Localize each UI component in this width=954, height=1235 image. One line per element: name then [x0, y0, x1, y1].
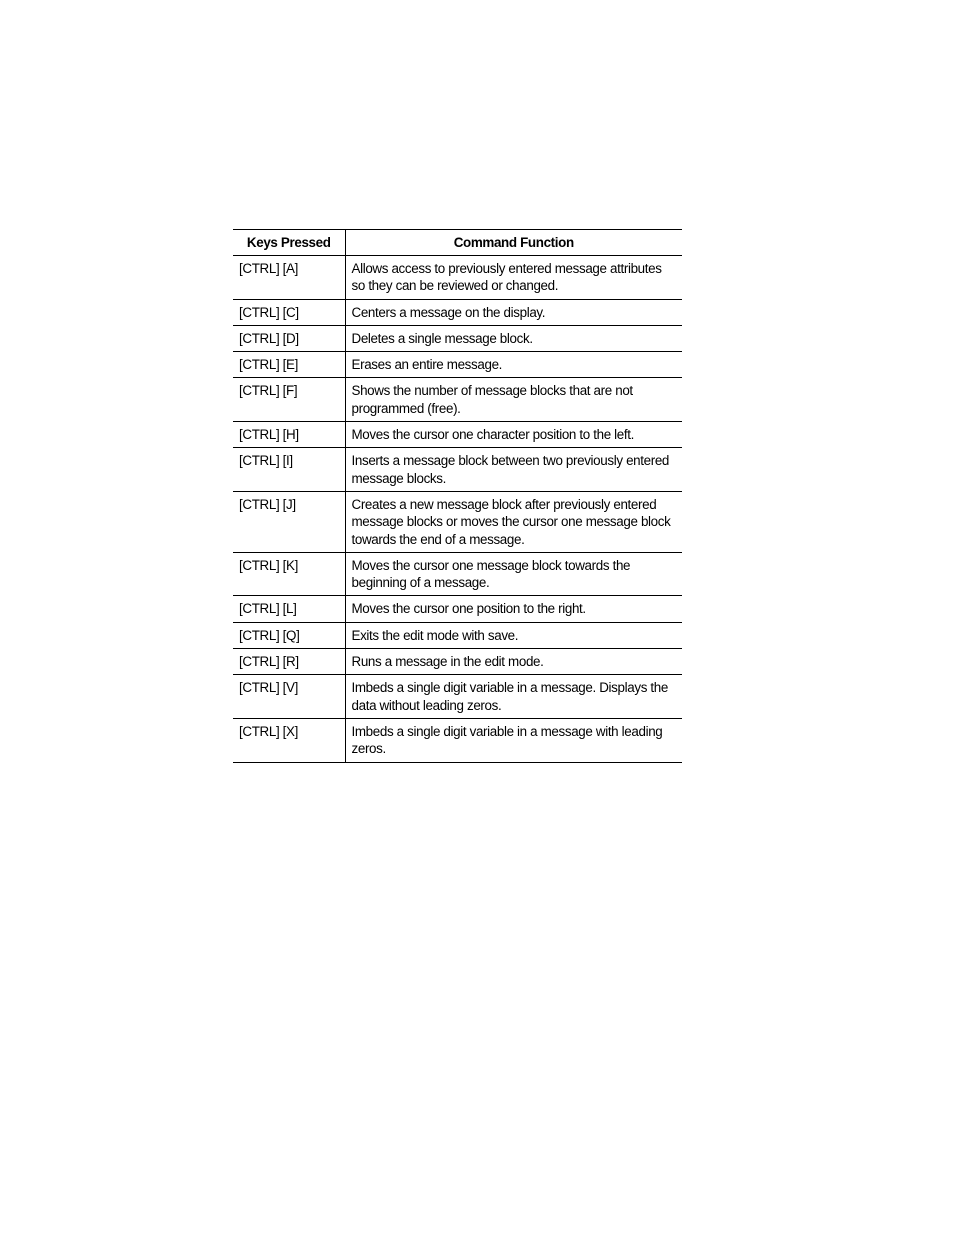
keys-cell: [CTRL] [V] [233, 675, 345, 719]
keys-pressed-header: Keys Pressed [233, 230, 345, 256]
keys-cell: [CTRL] [E] [233, 352, 345, 378]
table-row [233, 325, 682, 351]
command-function-header: Command Function [345, 230, 682, 256]
table-row [233, 256, 682, 300]
keys-cell: [CTRL] [K] [233, 552, 345, 596]
table-row [233, 299, 682, 325]
keys-cell: [CTRL] [F] [233, 378, 345, 422]
keys-cell: [CTRL] [L] [233, 596, 345, 622]
table-row [233, 649, 682, 675]
keys-cell: [CTRL] [X] [233, 718, 345, 762]
table-row [233, 622, 682, 648]
table-row [233, 596, 682, 622]
table-row [233, 422, 682, 448]
table-row [233, 491, 682, 552]
keys-cell: [CTRL] [A] [233, 256, 345, 300]
keys-cell: [CTRL] [Q] [233, 622, 345, 648]
keys-cell: [CTRL] [J] [233, 491, 345, 552]
keys-cell: [CTRL] [I] [233, 448, 345, 492]
table-row [233, 448, 682, 492]
command-table [233, 229, 682, 763]
function-cell: Imbeds a single digit variable in a message with leading zeros. [345, 718, 682, 762]
function-cell: Shows the number of message blocks that are not programmed (free). [345, 378, 682, 422]
table-row [233, 675, 682, 719]
table-row [233, 352, 682, 378]
table-row [233, 718, 682, 762]
keys-cell: [CTRL] [H] [233, 422, 345, 448]
function-cell: Moves the cursor one position to the right. [345, 596, 682, 622]
function-cell: Deletes a single message block. [345, 325, 682, 351]
keys-cell: [CTRL] [C] [233, 299, 345, 325]
function-cell: Centers a message on the display. [345, 299, 682, 325]
table-row [233, 378, 682, 422]
keys-cell: [CTRL] [R] [233, 649, 345, 675]
keys-cell: [CTRL] [D] [233, 325, 345, 351]
function-cell: Creates a new message block after previously entered message blocks or moves the cursor one message block towards the end of a message. [345, 491, 682, 552]
table-row [233, 552, 682, 596]
function-cell: Moves the cursor one character position to the left. [345, 422, 682, 448]
function-cell: Exits the edit mode with save. [345, 622, 682, 648]
function-cell: Runs a message in the edit mode. [345, 649, 682, 675]
table-header-row [233, 230, 682, 256]
function-cell: Imbeds a single digit variable in a message. Displays the data without leading zeros. [345, 675, 682, 719]
function-cell: Erases an entire message. [345, 352, 682, 378]
table-body [233, 256, 682, 763]
function-cell: Allows access to previously entered message attributes so they can be reviewed or changed. [345, 256, 682, 300]
function-cell: Inserts a message block between two previously entered message blocks. [345, 448, 682, 492]
function-cell: Moves the cursor one message block towards the beginning of a message. [345, 552, 682, 596]
